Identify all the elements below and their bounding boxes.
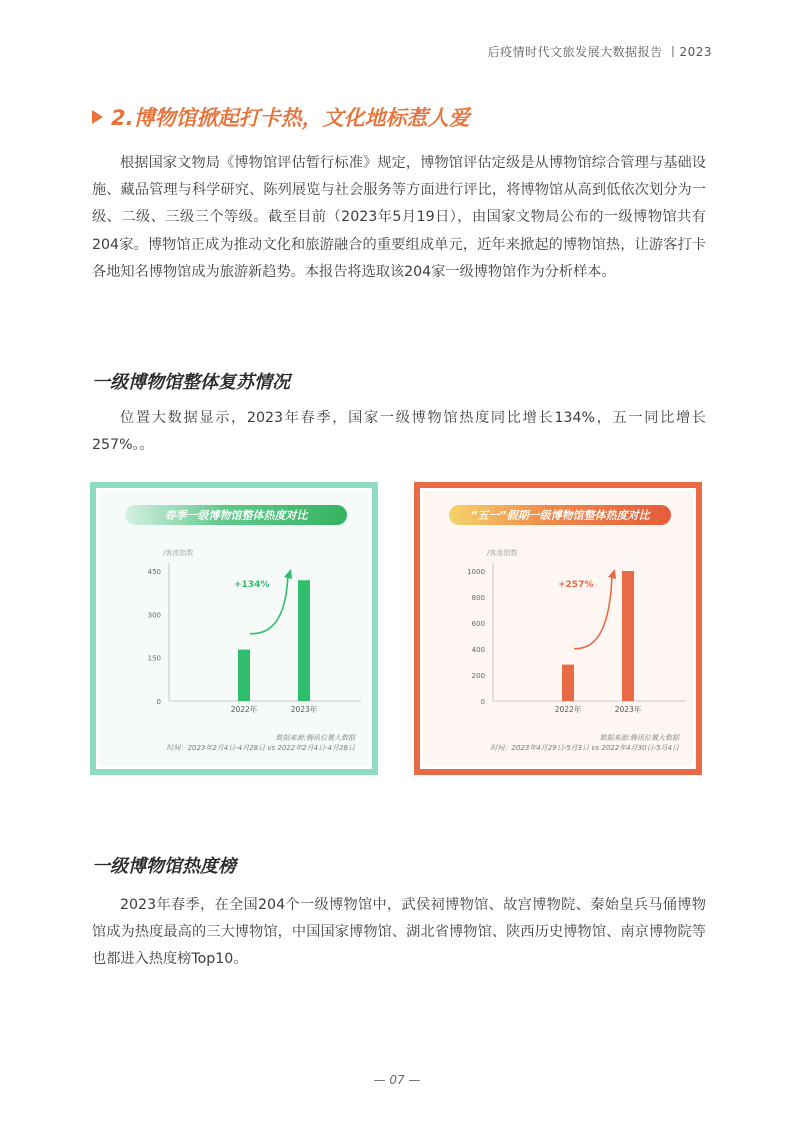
y-tick-label: 800	[471, 594, 485, 602]
recovery-paragraph: 位置大数据显示，2023年春季，国家一级博物馆热度同比增长134%，五一同比增长257%。。	[92, 410, 706, 454]
growth-annotation: +257%	[558, 580, 594, 590]
ranking-paragraph: 2023年春季，在全国204个一级博物馆中，武侯祠博物馆、故宫博物院、秦始皇兵马俑博物馆成为热度最高的三大博物馆，中国国家博物馆、湖北省博物馆、陕西历史博物馆、南京博物院等也都进入热度榜Top10。	[92, 897, 706, 968]
y-tick-label: 600	[471, 620, 485, 628]
mayday-chart-svg	[423, 491, 699, 772]
y-tick-label: 1000	[467, 568, 485, 576]
mayday-chart-title: “五一”假期一级博物馆整体热度对比	[449, 505, 671, 525]
y-tick-label: 0	[480, 698, 485, 706]
bar-2023年	[298, 580, 310, 701]
triangle-bullet-icon	[92, 110, 103, 124]
intro-paragraph: 根据国家文物局《博物馆评估暂行标准》规定，博物馆评估定级是从博物馆综合管理与基础设施、藏品管理与科学研究、陈列展览与社会服务等方面进行评比，将博物馆从高到低依次划分为一级、二级、三级三个等级。截至目前（2023年5月19日），由国家文物局公布的一级博物馆共有204家。博物馆正成为推动文化和旅游融合的重要组成单元，近年来掀起的博物馆热，让游客打卡各地知名博物馆成为旅游新趋势。本报告将选取该204家一级博物馆作为分析样本。	[92, 155, 706, 280]
section-title-text: 2.博物馆掀起打卡热，文化地标惹人爱	[111, 106, 470, 130]
spring-chart-svg	[99, 491, 375, 772]
bar-2023年	[622, 571, 634, 701]
y-tick-label: 450	[147, 568, 161, 576]
arrow-head-icon	[284, 569, 292, 579]
recovery-heading: 一级博物馆整体复苏情况	[92, 372, 290, 393]
chart-ylabel: /客流指数	[487, 549, 518, 557]
mayday-chart-source: 数据来源:腾讯位置大数据	[599, 734, 679, 742]
bar-2022年	[238, 650, 250, 701]
page-number: — 07 —	[373, 1073, 421, 1087]
y-tick-label: 300	[147, 611, 161, 620]
y-tick-label: 0	[156, 698, 161, 706]
spring-chart-source: 数据来源:腾讯位置大数据	[275, 734, 355, 742]
mayday-chart-period: 时间：2023年4月29日-5月3日 vs 2022年4月30日-5月4日	[490, 744, 679, 752]
spring-chart-title: 春季一级博物馆整体热度对比	[125, 505, 347, 525]
spring-chart-panel	[90, 482, 378, 775]
x-tick-label: 2023年	[290, 705, 318, 714]
report-header: 后疫情时代文旅发展大数据报告 丨2023	[487, 45, 712, 59]
section-title	[92, 102, 470, 132]
x-tick-label: 2022年	[554, 705, 582, 714]
chart-ylabel: /客流指数	[163, 549, 194, 557]
mayday-chart-panel	[414, 482, 702, 775]
ranking-heading: 一级博物馆热度榜	[92, 856, 236, 877]
x-tick-label: 2022年	[230, 705, 258, 714]
spring-chart-period: 时间：2023年2月4日-4月28日 vs 2022年2月4日-4月28日	[166, 744, 355, 752]
arrow-head-icon	[608, 569, 616, 579]
growth-annotation: +134%	[234, 580, 270, 590]
spring-chart-inner	[96, 488, 372, 769]
y-tick-label: 400	[471, 646, 485, 654]
y-tick-label: 200	[471, 672, 485, 680]
x-tick-label: 2023年	[614, 705, 642, 714]
mayday-chart-inner	[420, 488, 696, 769]
bar-2022年	[562, 665, 574, 701]
y-tick-label: 150	[147, 654, 161, 663]
